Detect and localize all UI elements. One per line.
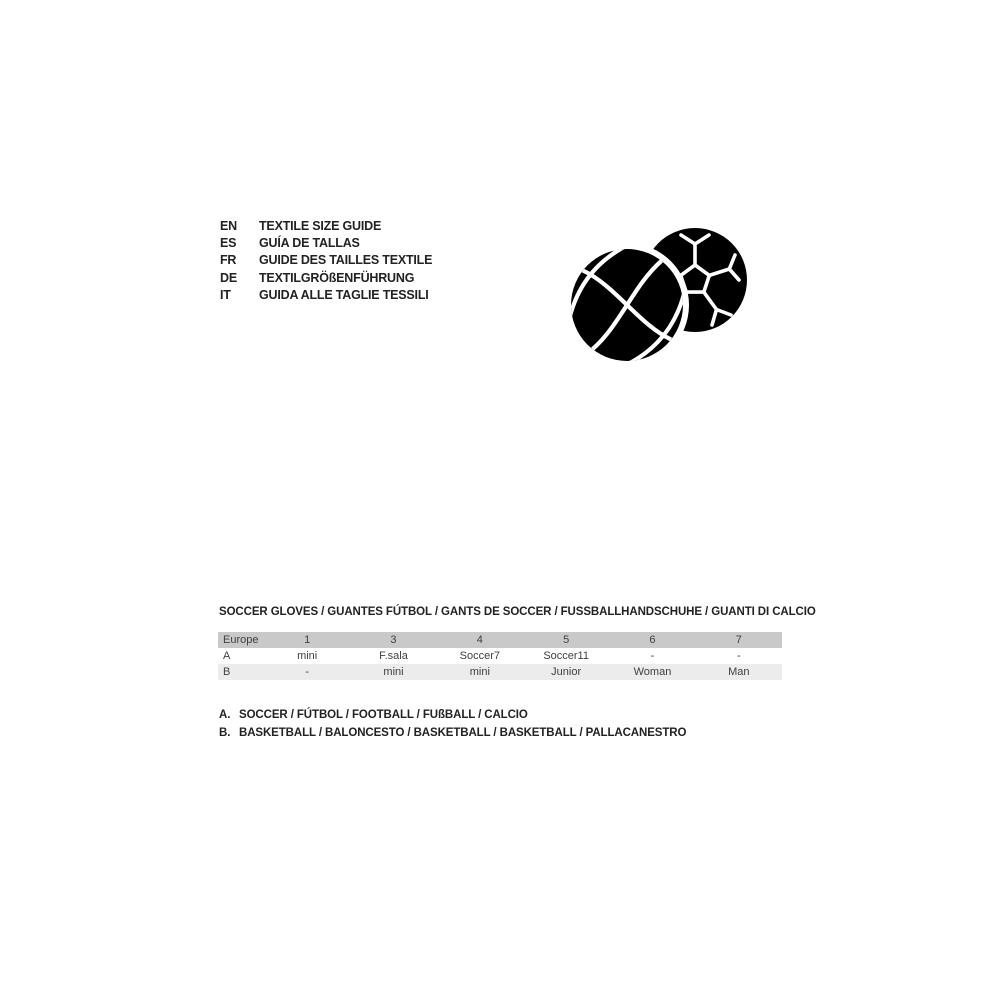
legend-key: A.: [219, 708, 231, 721]
size-table-header-cell: 5: [523, 632, 609, 648]
size-table-header-cell: 4: [437, 632, 523, 648]
size-cell: -: [650, 650, 655, 662]
size-cell: mini: [297, 650, 318, 662]
language-label: TEXTILGRÖßENFÜHRUNG: [259, 270, 415, 285]
size-cell: Soccer7: [459, 650, 500, 662]
legend-item-a: [219, 706, 686, 724]
legend-item-b: [219, 724, 686, 742]
size-cell: Junior: [551, 666, 582, 678]
size-cell: F.sala: [379, 650, 408, 662]
language-label: TEXTILE SIZE GUIDE: [259, 218, 382, 233]
row-label: A: [223, 650, 231, 662]
language-code: FR: [220, 253, 237, 268]
size-table-header-cell: 1: [264, 632, 350, 648]
size-cell: mini: [383, 666, 404, 678]
size-table-header-cell: 6: [609, 632, 695, 648]
size-table-header-cell: 3: [350, 632, 436, 648]
size-table: [218, 632, 782, 680]
size-cell: mini: [469, 666, 490, 678]
size-table-row-a: [218, 648, 782, 664]
legend-key: B.: [219, 726, 231, 739]
legend-text: SOCCER / FÚTBOL / FOOTBALL / FUßBALL / CALCIO: [239, 708, 528, 721]
language-label: GUIDA ALLE TAGLIE TESSILI: [259, 287, 429, 302]
size-table-header-cell: 7: [696, 632, 782, 648]
size-cell: -: [305, 666, 309, 678]
size-cell: Woman: [633, 666, 672, 678]
language-guide-list: [220, 217, 432, 303]
basketball-soccer-ball-icon: [563, 218, 758, 370]
language-label: GUIDE DES TAILLES TEXTILE: [259, 253, 433, 268]
size-table-header-cell: Europe: [218, 632, 264, 648]
size-cell: Man: [728, 666, 750, 678]
language-code: EN: [220, 218, 237, 233]
language-guide-item: [220, 269, 432, 286]
language-guide-item: [220, 252, 432, 269]
size-table-row-b: [218, 664, 782, 680]
row-label: B: [223, 666, 231, 678]
language-code: DE: [220, 270, 237, 285]
legend-text: BASKETBALL / BALONCESTO / BASKETBALL / BASKETBALL / PALLACANESTRO: [239, 726, 687, 739]
size-table-header-row: [218, 632, 782, 648]
language-guide-item: [220, 217, 432, 234]
size-table-title: SOCCER GLOVES / GUANTES FÚTBOL / GANTS DE SOCCER / FUSSBALLHANDSCHUHE / GUANTI DI CALCIO: [219, 606, 816, 618]
language-code: IT: [220, 287, 231, 302]
legend-notes: [219, 706, 686, 742]
language-label: GUÍA DE TALLAS: [259, 235, 360, 250]
size-cell: Soccer11: [543, 650, 589, 662]
language-guide-item: [220, 286, 432, 303]
size-cell: -: [736, 650, 741, 662]
language-guide-item: [220, 234, 432, 251]
language-code: ES: [220, 235, 237, 250]
